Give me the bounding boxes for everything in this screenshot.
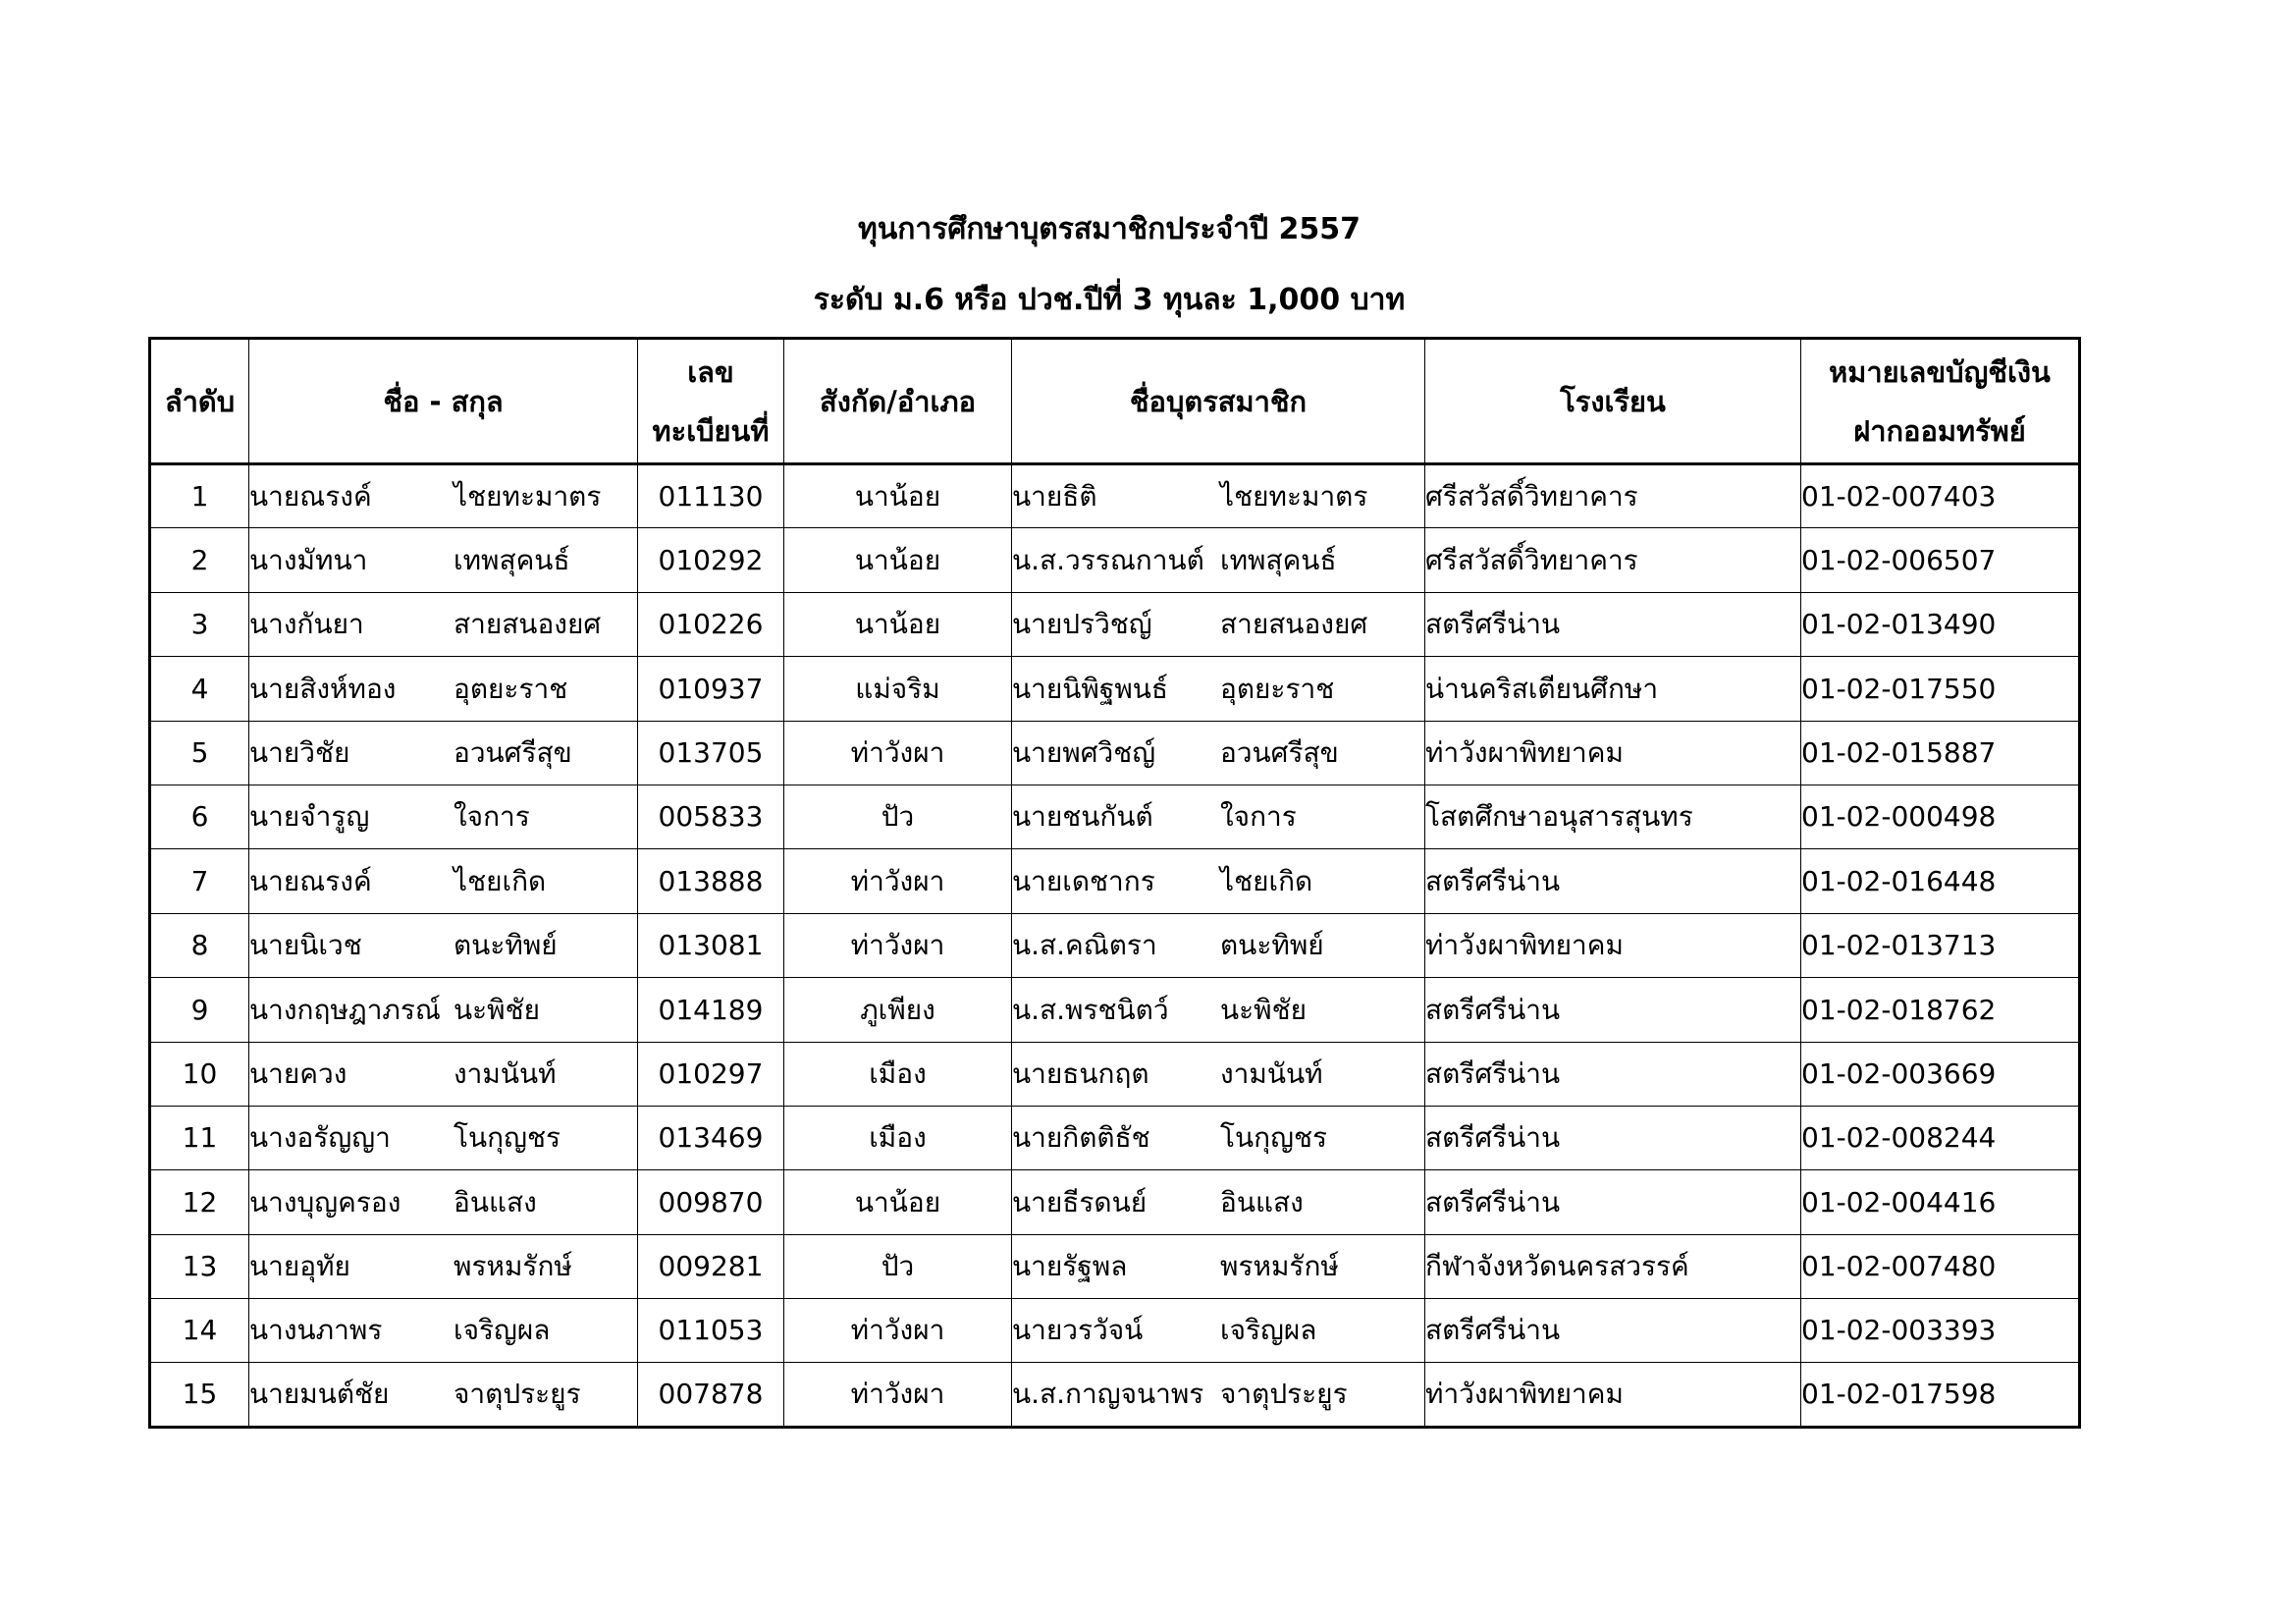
cell-school: โสตศึกษาอนุสารสุนทร (1425, 785, 1801, 848)
cell-account-number: 01-02-003669 (1801, 1042, 2080, 1106)
child-first-name: นายวรวัจน์ (1012, 1314, 1144, 1347)
cell-account-number: 01-02-013713 (1801, 913, 2080, 977)
cell-seq: 11 (150, 1106, 249, 1169)
cell-account-number: 01-02-004416 (1801, 1170, 2080, 1234)
cell-account-number: 01-02-000498 (1801, 785, 2080, 848)
member-first-name: นายอุทัย (249, 1250, 350, 1283)
cell-district: นาน้อย (784, 528, 1012, 592)
child-last-name: โนกุญชร (1220, 1121, 1328, 1155)
cell-child-name (1012, 913, 1425, 977)
member-last-name: ไชยเกิด (454, 864, 547, 897)
cell-district: แม่จริม (784, 657, 1012, 721)
cell-school: กีฬาจังหวัดนครสวรรค์ (1425, 1234, 1801, 1298)
member-last-name: ไชยทะมาตร (454, 479, 602, 513)
member-first-name: นายณรงค์ (249, 479, 372, 513)
child-first-name: นายกิตติธัช (1012, 1121, 1150, 1155)
cell-school: น่านคริสเตียนศึกษา (1425, 657, 1801, 721)
cell-registration-number: 010297 (638, 1042, 784, 1106)
cell-seq: 15 (150, 1363, 249, 1427)
table-row (150, 528, 2080, 592)
table-row (150, 1106, 2080, 1169)
table-row (150, 1363, 2080, 1427)
cell-district: เมือง (784, 1106, 1012, 1169)
cell-member-name (249, 1234, 638, 1298)
cell-registration-number: 010937 (638, 657, 784, 721)
cell-account-number: 01-02-017598 (1801, 1363, 2080, 1427)
cell-seq: 6 (150, 785, 249, 848)
cell-school: สตรีศรีน่าน (1425, 592, 1801, 656)
cell-district: นาน้อย (784, 464, 1012, 528)
child-first-name: นายรัฐพล (1012, 1250, 1128, 1283)
cell-member-name (249, 913, 638, 977)
cell-seq: 4 (150, 657, 249, 721)
cell-child-name (1012, 464, 1425, 528)
header-school: โรงเรียน (1425, 339, 1801, 464)
cell-district: ท่าวังผา (784, 1363, 1012, 1427)
cell-registration-number: 005833 (638, 785, 784, 848)
cell-member-name (249, 1363, 638, 1427)
cell-account-number: 01-02-008244 (1801, 1106, 2080, 1169)
header-name: ชื่อ - สกุล (249, 339, 638, 464)
member-last-name: โนกุญชร (454, 1121, 561, 1155)
table-row (150, 721, 2080, 785)
child-last-name: อุตยะราช (1220, 672, 1335, 705)
cell-district: ภูเพียง (784, 978, 1012, 1042)
cell-seq: 3 (150, 592, 249, 656)
cell-seq: 7 (150, 849, 249, 913)
cell-registration-number: 009281 (638, 1234, 784, 1298)
cell-registration-number: 013081 (638, 913, 784, 977)
cell-member-name (249, 978, 638, 1042)
header-row (150, 339, 2080, 464)
member-first-name: นางนภาพร (249, 1314, 383, 1347)
cell-school: สตรีศรีน่าน (1425, 978, 1801, 1042)
cell-district: นาน้อย (784, 592, 1012, 656)
member-first-name: นางบุญครอง (249, 1185, 401, 1218)
cell-school: ท่าวังผาพิทยาคม (1425, 1363, 1801, 1427)
child-first-name: นายธีรดนย์ (1012, 1185, 1148, 1218)
cell-child-name (1012, 849, 1425, 913)
cell-district: ท่าวังผา (784, 721, 1012, 785)
child-last-name: นะพิชัย (1220, 993, 1308, 1026)
child-last-name: ไชยเกิด (1220, 864, 1313, 897)
member-first-name: นายณรงค์ (249, 864, 372, 897)
cell-district: เมือง (784, 1042, 1012, 1106)
cell-seq: 8 (150, 913, 249, 977)
member-first-name: นายวิชัย (249, 735, 350, 769)
member-first-name: นายจำรูญ (249, 800, 370, 834)
cell-district: ท่าวังผา (784, 1299, 1012, 1363)
member-last-name: ตนะทิพย์ (454, 929, 558, 962)
child-first-name: นายนิพิฐพนธ์ (1012, 672, 1169, 705)
cell-account-number: 01-02-015887 (1801, 721, 2080, 785)
cell-district: ปัว (784, 785, 1012, 848)
table-row (150, 913, 2080, 977)
cell-school: ศรีสวัสดิ์วิทยาคาร (1425, 528, 1801, 592)
cell-member-name (249, 849, 638, 913)
cell-account-number: 01-02-017550 (1801, 657, 2080, 721)
member-first-name: นายควง (249, 1056, 347, 1090)
cell-registration-number: 011130 (638, 464, 784, 528)
child-last-name: เจริญผล (1220, 1314, 1317, 1347)
cell-registration-number: 011053 (638, 1299, 784, 1363)
cell-member-name (249, 1170, 638, 1234)
member-last-name: เทพสุคนธ์ (454, 543, 570, 576)
table-row (150, 592, 2080, 656)
table-row (150, 464, 2080, 528)
child-first-name: นายธนกฤต (1012, 1056, 1149, 1090)
cell-school: สตรีศรีน่าน (1425, 1299, 1801, 1363)
member-last-name: จาตุประยูร (454, 1378, 581, 1411)
cell-child-name (1012, 528, 1425, 592)
child-first-name: น.ส.กาญจนาพร (1012, 1378, 1204, 1411)
child-last-name: ไชยทะมาตร (1220, 479, 1368, 513)
child-last-name: เทพสุคนธ์ (1220, 543, 1337, 576)
cell-account-number: 01-02-013490 (1801, 592, 2080, 656)
cell-account-number: 01-02-007480 (1801, 1234, 2080, 1298)
child-last-name: ใจการ (1220, 800, 1297, 834)
child-last-name: อินแสง (1220, 1185, 1304, 1218)
cell-seq: 5 (150, 721, 249, 785)
member-first-name: นายนิเวช (249, 929, 362, 962)
table-row (150, 1299, 2080, 1363)
cell-district: ท่าวังผา (784, 849, 1012, 913)
cell-school: ท่าวังผาพิทยาคม (1425, 913, 1801, 977)
cell-member-name (249, 1299, 638, 1363)
cell-seq: 9 (150, 978, 249, 1042)
child-first-name: นายพศวิชญ์ (1012, 735, 1156, 769)
cell-member-name (249, 464, 638, 528)
table-row (150, 1170, 2080, 1234)
child-last-name: พรหมรักษ์ (1220, 1250, 1339, 1283)
child-first-name: นายปรวิชญ์ (1012, 608, 1152, 641)
member-first-name: นางกฤษฎาภรณ์ (249, 993, 441, 1026)
member-last-name: เจริญผล (454, 1314, 551, 1347)
cell-seq: 12 (150, 1170, 249, 1234)
header-seq: ลำดับ (150, 339, 249, 464)
child-last-name: ตนะทิพย์ (1220, 929, 1324, 962)
child-first-name: นายเดชากร (1012, 864, 1155, 897)
cell-school: สตรีศรีน่าน (1425, 849, 1801, 913)
cell-registration-number: 009870 (638, 1170, 784, 1234)
cell-account-number: 01-02-016448 (1801, 849, 2080, 913)
cell-registration-number: 010226 (638, 592, 784, 656)
header-child: ชื่อบุตรสมาชิก (1012, 339, 1425, 464)
member-last-name: อวนศรีสุข (454, 735, 572, 769)
cell-member-name (249, 1106, 638, 1169)
cell-member-name (249, 1042, 638, 1106)
cell-seq: 13 (150, 1234, 249, 1298)
cell-member-name (249, 721, 638, 785)
child-last-name: จาตุประยูร (1220, 1378, 1348, 1411)
document-title: ทุนการศึกษาบุตรสมาชิกประจำปี 2557 (857, 212, 1361, 246)
child-first-name: น.ส.พรชนิตว์ (1012, 993, 1169, 1026)
cell-school: สตรีศรีน่าน (1425, 1042, 1801, 1106)
cell-account-number: 01-02-007403 (1801, 464, 2080, 528)
table-row (150, 1042, 2080, 1106)
cell-district: ปัว (784, 1234, 1012, 1298)
cell-child-name (1012, 1363, 1425, 1427)
cell-seq: 10 (150, 1042, 249, 1106)
cell-child-name (1012, 1042, 1425, 1106)
table-row (150, 1234, 2080, 1298)
cell-child-name (1012, 592, 1425, 656)
cell-child-name (1012, 1299, 1425, 1363)
document-subtitle: ระดับ ม.6 หรือ ปวช.ปีที่ 3 ทุนละ 1,000 บาท (813, 283, 1406, 317)
member-last-name: งามนันท์ (454, 1056, 557, 1090)
member-first-name: นายมนต์ชัย (249, 1378, 390, 1411)
cell-school: สตรีศรีน่าน (1425, 1106, 1801, 1169)
cell-school: ท่าวังผาพิทยาคม (1425, 721, 1801, 785)
cell-account-number: 01-02-018762 (1801, 978, 2080, 1042)
cell-registration-number: 007878 (638, 1363, 784, 1427)
table-body (150, 464, 2080, 1428)
header-district: สังกัด/อำเภอ (784, 339, 1012, 464)
header-account-line1: หมายเลขบัญชีเงิน (1829, 354, 2051, 389)
cell-child-name (1012, 657, 1425, 721)
member-last-name: นะพิชัย (454, 993, 541, 1026)
header-account (1801, 339, 2080, 464)
member-first-name: นางกันยา (249, 608, 364, 641)
cell-child-name (1012, 785, 1425, 848)
cell-registration-number: 013888 (638, 849, 784, 913)
cell-registration-number: 010292 (638, 528, 784, 592)
member-last-name: ใจการ (454, 800, 530, 834)
cell-child-name (1012, 721, 1425, 785)
child-first-name: น.ส.คณิตรา (1012, 929, 1157, 962)
child-first-name: น.ส.วรรณกานต์ (1012, 543, 1204, 576)
header-reg (638, 339, 784, 464)
member-first-name: นางอรัญญา (249, 1121, 391, 1155)
member-last-name: สายสนองยศ (454, 608, 602, 641)
cell-registration-number: 013705 (638, 721, 784, 785)
cell-child-name (1012, 1234, 1425, 1298)
child-last-name: งามนันท์ (1220, 1056, 1323, 1090)
child-last-name: อวนศรีสุข (1220, 735, 1339, 769)
table-row (150, 657, 2080, 721)
cell-member-name (249, 785, 638, 848)
cell-registration-number: 013469 (638, 1106, 784, 1169)
cell-member-name (249, 592, 638, 656)
header-reg-line1: เลข (687, 354, 734, 389)
cell-member-name (249, 657, 638, 721)
cell-account-number: 01-02-003393 (1801, 1299, 2080, 1363)
child-first-name: นายธิติ (1012, 479, 1097, 513)
member-last-name: อินแสง (454, 1185, 537, 1218)
member-last-name: อุตยะราช (454, 672, 568, 705)
cell-registration-number: 014189 (638, 978, 784, 1042)
member-first-name: นางมัทนา (249, 543, 368, 576)
cell-school: สตรีศรีน่าน (1425, 1170, 1801, 1234)
cell-school: ศรีสวัสดิ์วิทยาคาร (1425, 464, 1801, 528)
table-row (150, 849, 2080, 913)
child-last-name: สายสนองยศ (1220, 608, 1368, 641)
cell-child-name (1012, 1170, 1425, 1234)
scholarship-table (148, 337, 2081, 1429)
member-last-name: พรหมรักษ์ (454, 1250, 572, 1283)
cell-seq: 14 (150, 1299, 249, 1363)
cell-seq: 2 (150, 528, 249, 592)
header-reg-line2: ทะเบียนที่ (652, 413, 770, 448)
table-row (150, 978, 2080, 1042)
cell-seq: 1 (150, 464, 249, 528)
header-account-line2: ฝากออมทรัพย์ (1853, 413, 2026, 448)
cell-member-name (249, 528, 638, 592)
cell-account-number: 01-02-006507 (1801, 528, 2080, 592)
table-row (150, 785, 2080, 848)
cell-district: ท่าวังผา (784, 913, 1012, 977)
child-first-name: นายชนกันต์ (1012, 800, 1153, 834)
cell-child-name (1012, 978, 1425, 1042)
cell-district: นาน้อย (784, 1170, 1012, 1234)
cell-child-name (1012, 1106, 1425, 1169)
member-first-name: นายสิงห์ทอง (249, 672, 397, 705)
